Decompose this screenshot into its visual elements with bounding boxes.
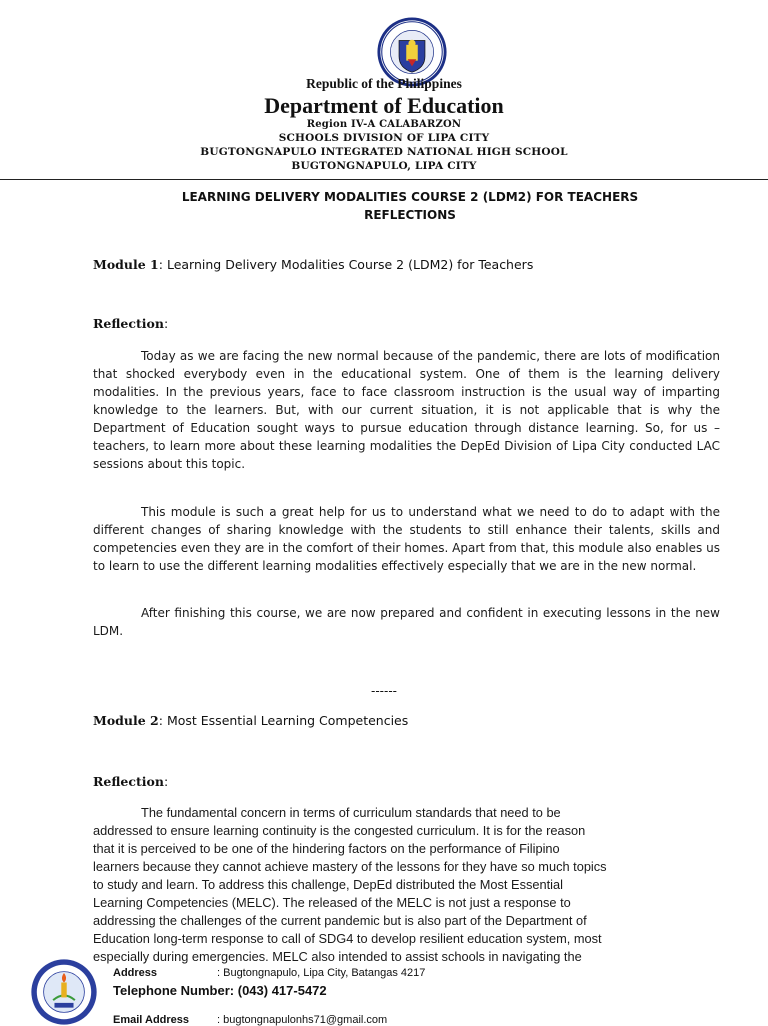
phone-value: (043) 417-5472	[237, 983, 327, 998]
footer-email	[113, 1014, 387, 1026]
school-logo-icon	[30, 958, 98, 1026]
paragraph-line: Learning Competencies (MELC). The released of the MELC is not just a response to	[93, 895, 571, 910]
address-label: Address	[113, 967, 158, 979]
module2-label: Module 2	[93, 713, 159, 728]
reflection-label: Reflection	[93, 774, 164, 789]
document-subtitle: REFLECTIONS	[364, 208, 456, 222]
phone-label: Telephone Number:	[113, 983, 235, 998]
republic-label: Republic of the Philippines	[306, 76, 462, 91]
paragraph-line: addressing the challenges of the current pandemic but is also part of the Department of	[93, 913, 587, 928]
school-name: BUGTONGNAPULO INTEGRATED NATIONAL HIGH SCHOOL	[200, 146, 568, 158]
paragraph-line: addressed to ensure learning continuity is the congested curriculum. It is for the reason	[93, 823, 586, 838]
header-divider	[0, 179, 768, 180]
module1-paragraph: This module is such a great help for us to understand what we need to do to adapt with the different changes of sharing knowledge with the students to still enhance their talents, skills and competencies even they are in the comfort of their homes. Apart from that, this module also enables us to learn to use the different learning modalities effectively especially that we are in the new normal.	[93, 505, 720, 573]
department-name: Department of Education	[264, 93, 504, 118]
region-label: Region IV-A CALABARZON	[306, 119, 462, 130]
school-location: BUGTONGNAPULO, LIPA CITY	[291, 160, 477, 172]
paragraph-line: learners because they cannot achieve mastery of the lessons for they have so much topics	[93, 859, 607, 874]
footer-phone	[113, 983, 327, 998]
paragraph-line: Education long-term response to call of SDG4 to develop resilient education system, most	[93, 931, 602, 946]
module1-paragraph: After finishing this course, we are now prepared and confident in executing lessons in the new LDM.	[93, 606, 720, 638]
module2-reflection-heading: Reflection:	[93, 774, 169, 789]
email-value: : bugtongnapulonhs71@gmail.com	[217, 1014, 388, 1026]
address-value: : Bugtongnapulo, Lipa City, Batangas 4217	[217, 967, 426, 979]
reflection-label: Reflection	[93, 316, 164, 331]
document-title: LEARNING DELIVERY MODALITIES COURSE 2 (LDM2) FOR TEACHERS	[181, 190, 639, 204]
paragraph-line: that it is perceived to be one of the hindering factors on the performance of Filipino	[93, 841, 560, 856]
module1-paragraph: Today as we are facing the new normal because of the pandemic, there are lots of modification that shocked everybody even in the educational system. One of them is the learning delivery modalities. In the previous years, face to face classroom instruction is the usual way of imparting knowledge to the learners. But, with our current situation, it is not applicable that is why the Department of Education sought ways to pursue education through distance learning. So, for us – teachers, to learn more about these learning modalities the DepEd Division of Lipa City conducted LAC sessions about this topic.	[93, 349, 720, 471]
module1-label: Module 1	[93, 257, 159, 272]
paragraph-line: especially during emergencies. MELC also intended to assist schools in navigating the	[93, 949, 582, 964]
section-separator: ------	[371, 684, 397, 698]
email-label: Email Address	[113, 1014, 190, 1026]
module2-heading	[93, 713, 408, 728]
module2-name: : Most Essential Learning Competencies	[158, 713, 409, 728]
paragraph-line: to study and learn. To address this challenge, DepEd distributed the Most Essential	[93, 877, 563, 892]
division-label: SCHOOLS DIVISION OF LIPA CITY	[278, 132, 490, 144]
footer-address	[113, 967, 425, 979]
module1-heading	[93, 257, 533, 272]
module1-reflection-heading: Reflection:	[93, 316, 169, 331]
module1-name: : Learning Delivery Modalities Course 2 (LDM2) for Teachers	[158, 257, 534, 272]
paragraph-line: The fundamental concern in terms of curriculum standards that need to be	[141, 805, 561, 820]
module2-paragraph	[93, 804, 723, 966]
